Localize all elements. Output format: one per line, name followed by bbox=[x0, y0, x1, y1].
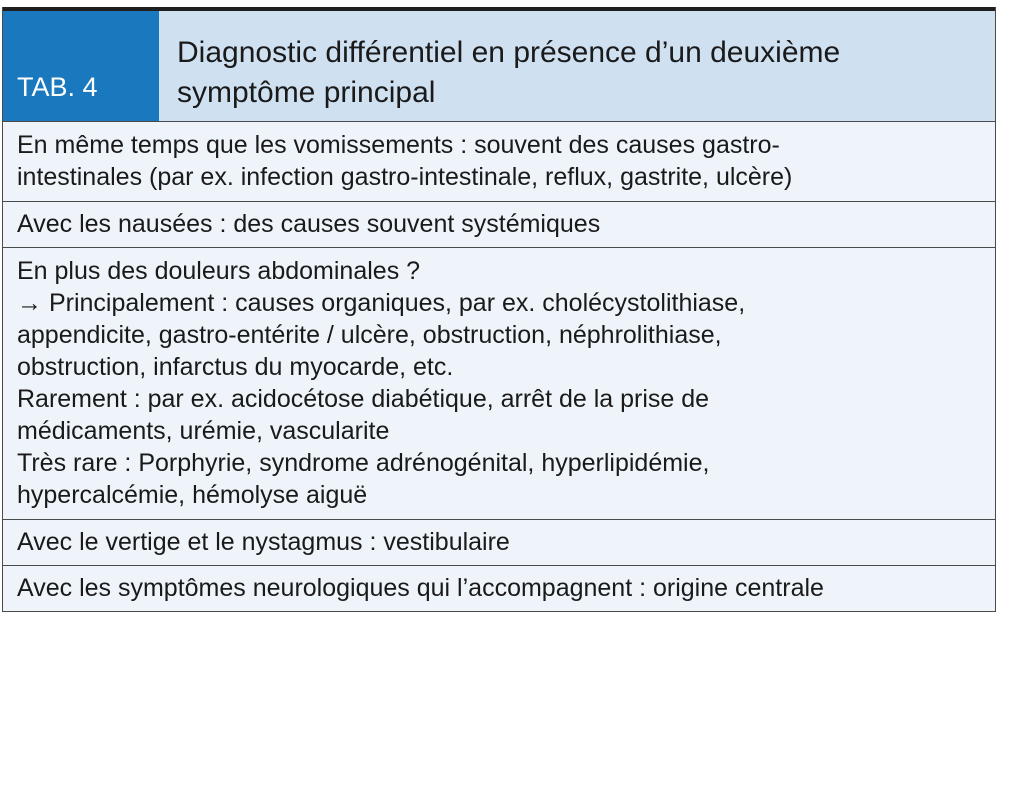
table-row-nausea: Avec les nausées : des causes souvent systémiques bbox=[3, 201, 995, 247]
table-title: Diagnostic différentiel en présence d’un deuxième symptôme principal bbox=[159, 11, 995, 121]
table-header bbox=[3, 7, 995, 121]
table-number-label: TAB. 4 bbox=[3, 11, 159, 121]
table-row-vomiting: En même temps que les vomissements : souvent des causes gastro- intestinales (par ex. infection gastro-intestinale, reflux, gastrite, ulcère) bbox=[3, 121, 995, 201]
table-row-vertigo: Avec le vertige et le nystagmus : vestibulaire bbox=[3, 519, 995, 565]
table-row-abdominal-pain: En plus des douleurs abdominales ? → Principalement : causes organiques, par ex. cholécystolithiase, appendicite, gastro-entérite / ulcère, obstruction, néphrolithiase, obstruction, infarctus du myocarde, etc. Rarement : par ex. acidocétose diabétique, arrêt de la prise de médicaments, urémie, vascularite Très rare : Porphyrie, syndrome adrénogénital, hyperlipidémie, hypercalcémie, hémolyse aiguë bbox=[3, 247, 995, 519]
table-row-neurological: Avec les symptômes neurologiques qui l’accompagnent : origine centrale bbox=[3, 565, 995, 611]
differential-diagnosis-table bbox=[2, 7, 996, 612]
